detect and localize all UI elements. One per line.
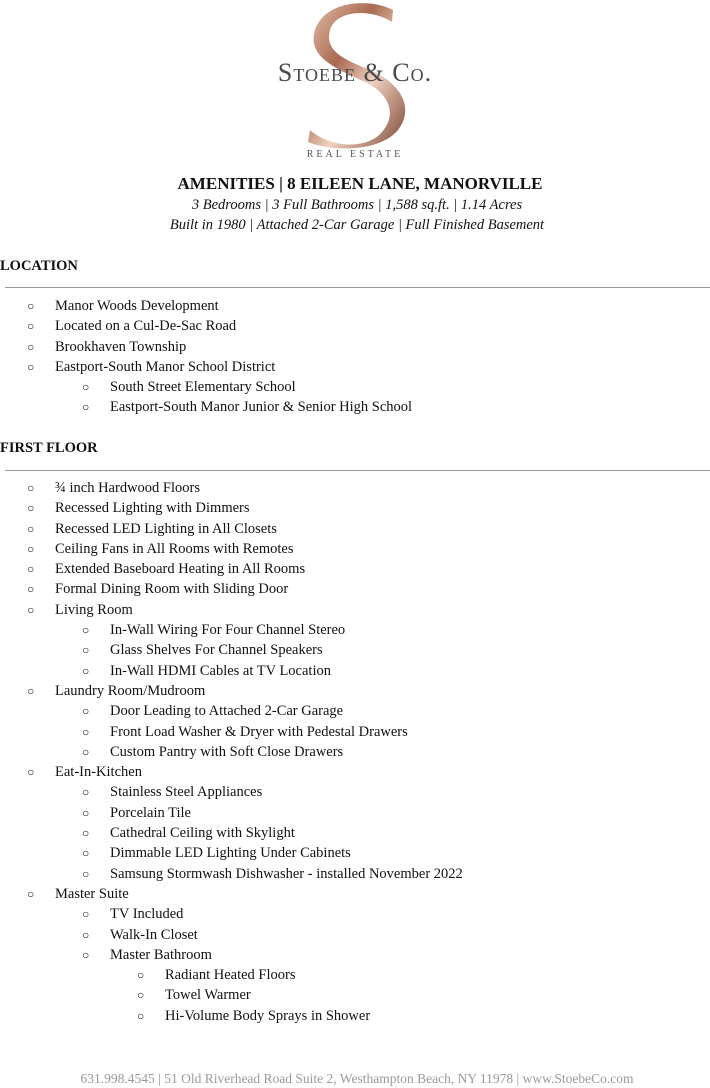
list-item: ○ Eastport-South Manor Junior & Senior High School [0, 397, 412, 417]
list-item: ○ Glass Shelves For Channel Speakers [0, 640, 463, 660]
list-item: ○ Door Leading to Attached 2-Car Garage [0, 701, 463, 721]
first-floor-heading: FIRST FLOOR [0, 440, 98, 456]
list-item: ○ Samsung Stormwash Dishwasher - installed November 2022 [0, 864, 463, 884]
list-item: ○ Custom Pantry with Soft Close Drawers [0, 742, 463, 762]
list-item: ○ Laundry Room/Mudroom [0, 681, 463, 701]
list-item: ○ Extended Baseboard Heating in All Rooms [0, 559, 463, 579]
list-item: ○ Eastport-South Manor School District [0, 357, 412, 377]
list-item: ○ Front Load Washer & Dryer with Pedestal Drawers [0, 722, 463, 742]
list-item: ○ In-Wall Wiring For Four Channel Stereo [0, 620, 463, 640]
list-item: ○ Master Suite [0, 884, 463, 904]
list-item: ○ In-Wall HDMI Cables at TV Location [0, 661, 463, 681]
location-list [0, 296, 412, 418]
list-item: ○ Recessed LED Lighting in All Closets [0, 519, 463, 539]
list-item: ○ Walk-In Closet [0, 925, 463, 945]
first-floor-list [0, 478, 463, 1026]
list-item: ○ Towel Warmer [0, 985, 463, 1005]
list-item: ○ Located on a Cul-De-Sac Road [0, 316, 412, 336]
list-item: ○ Dimmable LED Lighting Under Cabinets [0, 843, 463, 863]
footer-contact: 631.998.4545 | 51 Old Riverhead Road Suite 2, Westhampton Beach, NY 11978 | www.StoebeCo.com [80, 1071, 634, 1086]
list-item: ○ South Street Elementary School [0, 377, 412, 397]
first-floor-divider [5, 470, 710, 471]
list-item: ○ Porcelain Tile [0, 803, 463, 823]
list-item: ○ Eat-In-Kitchen [0, 762, 463, 782]
list-item: ○ Radiant Heated Floors [0, 965, 463, 985]
list-item: ○ Cathedral Ceiling with Skylight [0, 823, 463, 843]
brand-logo [0, 0, 710, 165]
location-heading: LOCATION [0, 258, 78, 274]
list-item: ○ TV Included [0, 904, 463, 924]
list-item: ○ Recessed Lighting with Dimmers [0, 498, 463, 518]
list-item: ○ Stainless Steel Appliances [0, 782, 463, 802]
location-divider [5, 287, 710, 288]
property-stats: 3 Bedrooms | 3 Full Bathrooms | 1,588 sq.ft. | 1.14 Acres [191, 197, 523, 213]
list-item: ○ Living Room [0, 600, 463, 620]
list-item: ○ ¾ inch Hardwood Floors [0, 478, 463, 498]
list-item: ○ Manor Woods Development [0, 296, 412, 316]
list-item: ○ Ceiling Fans in All Rooms with Remotes [0, 539, 463, 559]
page-title: AMENITIES | 8 EILEEN LANE, MANORVILLE [177, 174, 543, 193]
brand-subtitle: REAL ESTATE [306, 149, 404, 160]
brand-name: Stoebe & Co. [277, 58, 433, 87]
list-item: ○ Master Bathroom [0, 945, 463, 965]
property-details: Built in 1980 | Attached 2-Car Garage | Full Finished Basement [169, 217, 545, 233]
list-item: ○ Brookhaven Township [0, 337, 412, 357]
list-item: ○ Hi-Volume Body Sprays in Shower [0, 1006, 463, 1026]
list-item: ○ Formal Dining Room with Sliding Door [0, 579, 463, 599]
